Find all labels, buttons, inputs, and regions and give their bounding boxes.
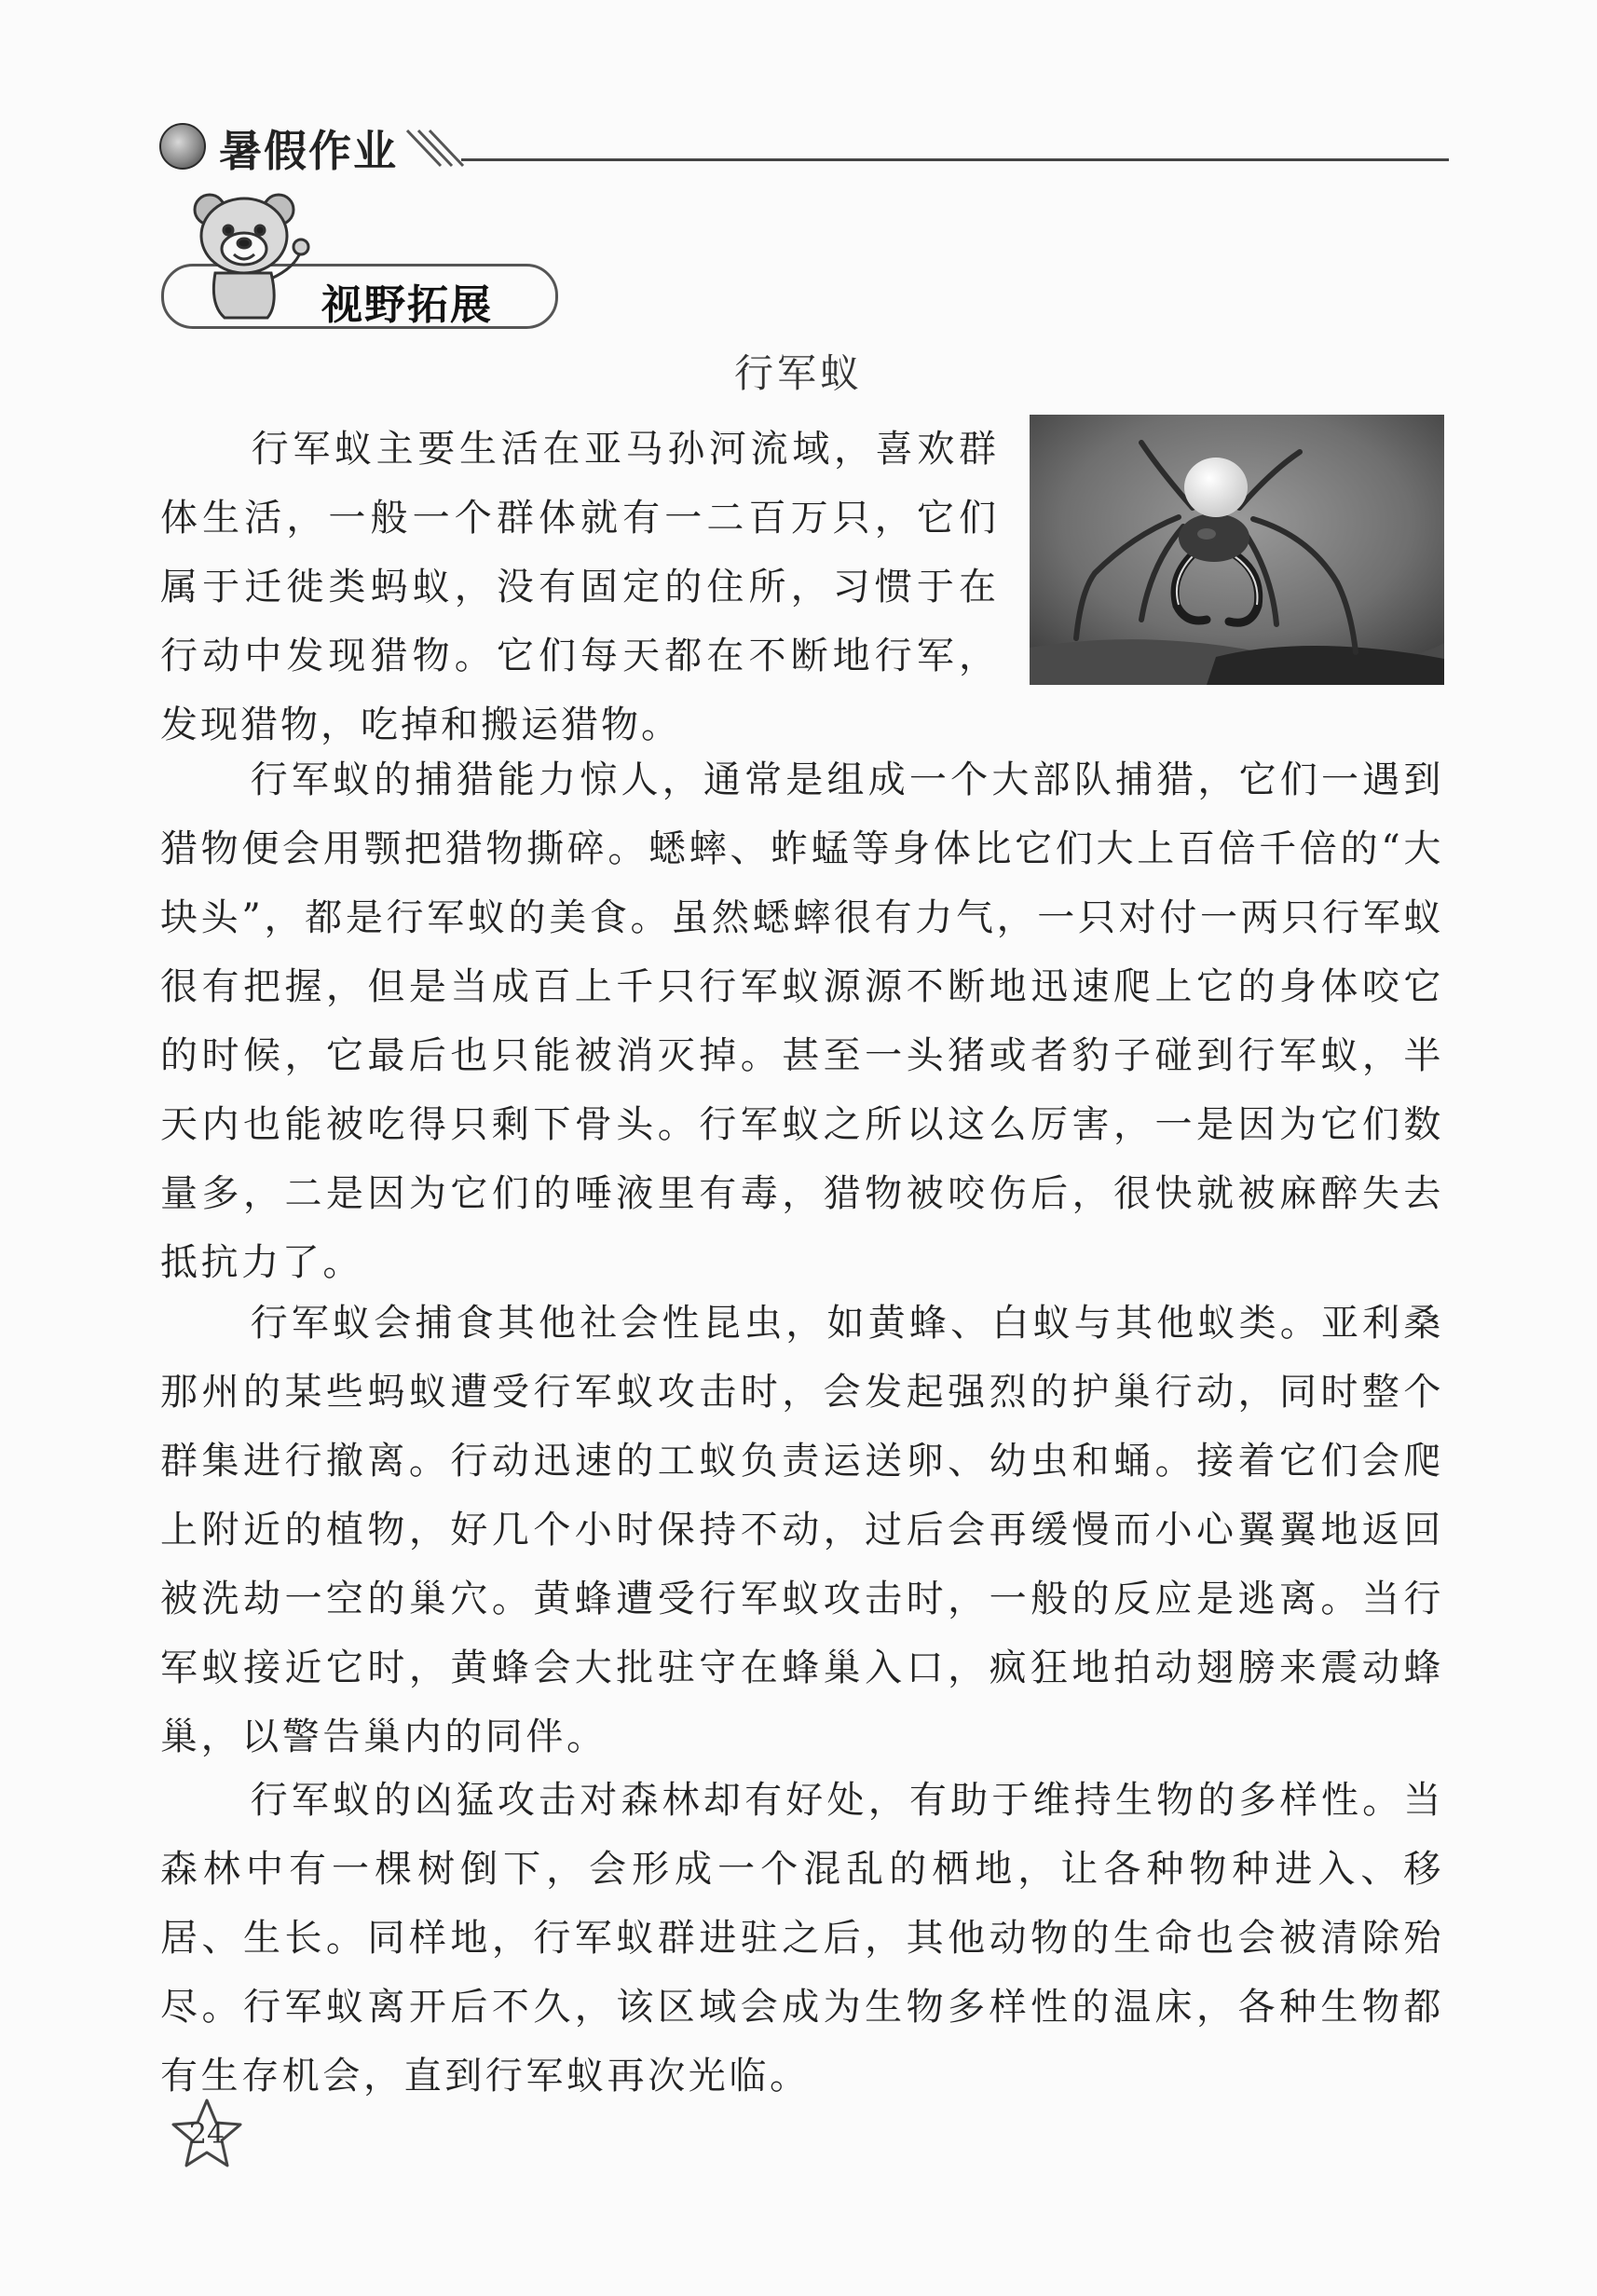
section-tab <box>154 182 554 331</box>
page-number: 24 <box>188 2118 225 2151</box>
army-ant-photo <box>1030 415 1444 685</box>
article-title: 行军蚁 <box>733 350 863 396</box>
gray-circle-icon <box>159 123 206 170</box>
paragraph-1: 行军蚁主要生活在亚马孙河流域，喜欢群体生活，一般一个群体就有一二百万只，它们属于迁徙类蚂蚁，没有固定的住所，习惯于在行动中发现猎物。它们每天都在不断地行军，发现猎物，吃掉和搬运猎物。 <box>160 428 999 746</box>
section-label: 视野拓展 <box>321 281 493 329</box>
page-header <box>154 114 1449 176</box>
bear-mascot-icon <box>182 182 321 321</box>
paragraph-2: 行军蚁的捕猎能力惊人，通常是组成一个大部队捕猎，它们一遇到猎物便会用颚把猎物撕碎。蟋蟀、蚱蜢等身体比它们大上百倍千倍的“大块头”，都是行军蚁的美食。虽然蟋蟀很有力气，一只对付一两只行军蚁很有把握，但是当成百上千只行军蚁源源不断地迅速爬上它的身体咬它的时候，它最后也只能被消灭掉。甚至一头猪或者豹子碰到行军蚁，半天内也能被吃得只剩下骨头。行军蚁之所以这么厉害，一是因为它们数量多，二是因为它们的唾液里有毒，猎物被咬伤后，很快就被麻醉失去抵抗力了。 <box>160 758 1444 1284</box>
header-title: 暑假作业 <box>219 126 398 176</box>
paragraph-4: 行军蚁的凶猛攻击对森林却有好处，有助于维持生物的多样性。当森林中有一棵树倒下，会形成一个混乱的栖地，让各种物种进入、移居、生长。同样地，行军蚁群进驻之后，其他动物的生命也会被清除殆尽。行军蚁离开后不久，该区域会成为生物多样性的温床，各种生物都有生存机会，直到行军蚁再次光临。 <box>160 1779 1444 2098</box>
slashes-decoration <box>403 119 469 171</box>
header-rule <box>461 158 1449 161</box>
paragraph-3: 行军蚁会捕食其他社会性昆虫，如黄蜂、白蚁与其他蚁类。亚利桑那州的某些蚂蚁遭受行军蚁攻击时，会发起强烈的护巢行动，同时整个群集进行撤离。行动迅速的工蚁负责运送卵、幼虫和蛹。接着它们会爬上附近的植物，好几个小时保持不动，过后会再缓慢而小心翼翼地返回被洗劫一空的巢穴。黄蜂遭受行军蚁攻击时，一般的反应是逃离。当行军蚁接近它时，黄蜂会大批驻守在蜂巢入口，疯狂地拍动翅膀来震动蜂巢，以警告巢内的同伴。 <box>160 1302 1444 1758</box>
